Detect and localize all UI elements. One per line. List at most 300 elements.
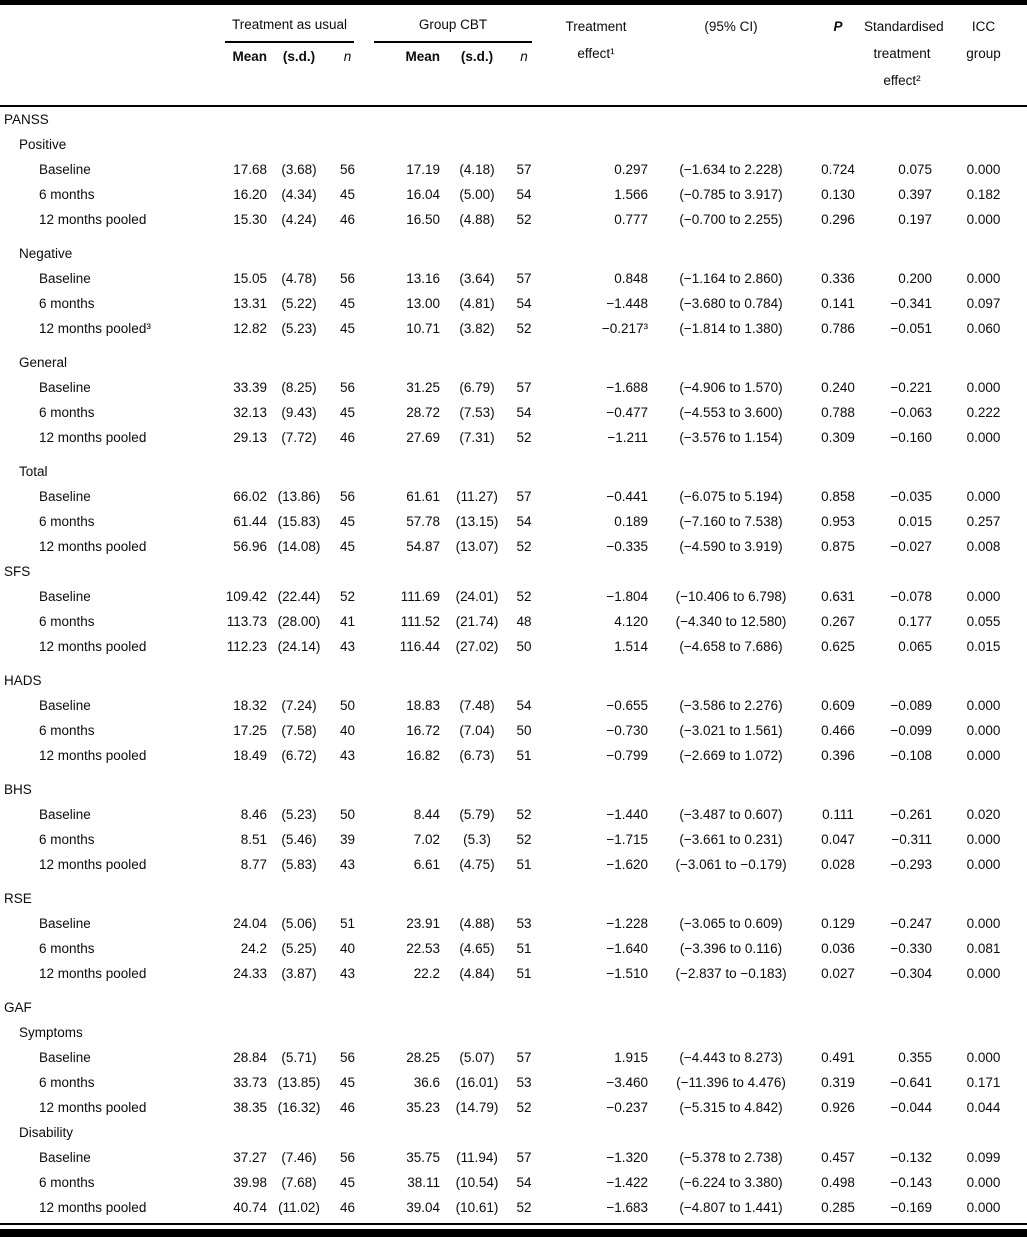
cell-icc: 0.000 <box>966 162 1001 177</box>
table-row-panss <box>0 106 1027 132</box>
cell-cbt-n: 57 <box>516 271 532 286</box>
cell-tau-mean: 15.30 <box>233 212 267 227</box>
cell-tau-n: 43 <box>339 748 356 763</box>
cell-ci: (−6.075 to 5.194) <box>679 489 783 504</box>
cell-ste: −0.304 <box>890 966 933 981</box>
cell-tau-sd: (22.44) <box>277 589 321 604</box>
table-row-12-months-pooled <box>0 634 1027 659</box>
cell-tau-mean: 32.13 <box>233 405 267 420</box>
header-spacer <box>0 5 215 106</box>
cell-tau-mean: 109.42 <box>225 589 267 604</box>
header-treatment-effect-line1: Treatment <box>565 19 627 34</box>
cell-cbt-n: 51 <box>516 941 532 956</box>
table-row-12-months-pooled <box>0 534 1027 559</box>
header-ste-line1: Standardised <box>864 19 944 34</box>
table-row-baseline <box>0 693 1027 718</box>
cell-cbt-mean: 8.44 <box>413 807 441 822</box>
row-label: PANSS <box>4 112 49 127</box>
cell-effect: 4.120 <box>614 614 649 629</box>
cell-effect: −1.510 <box>606 966 649 981</box>
cell-p: 0.786 <box>821 321 855 336</box>
cell-ci: (−3.021 to 1.561) <box>679 723 783 738</box>
row-label: Baseline <box>39 271 91 286</box>
cell-tau-mean: 33.73 <box>233 1075 267 1090</box>
cell-icc: 0.000 <box>966 966 1001 981</box>
cell-icc: 0.055 <box>966 614 1001 629</box>
cell-tau-n: 43 <box>339 966 356 981</box>
table-row-6-months <box>0 182 1027 207</box>
table-row-12-months-pooled <box>0 207 1027 232</box>
cell-tau-n: 43 <box>339 639 356 654</box>
row-label: 6 months <box>39 187 95 202</box>
row-label: Baseline <box>39 698 91 713</box>
cell-cbt-n: 54 <box>516 514 532 529</box>
row-label: 12 months pooled <box>39 966 147 981</box>
cell-tau-mean: 17.68 <box>233 162 267 177</box>
cell-tau-n: 46 <box>339 1200 356 1215</box>
cell-tau-mean: 37.27 <box>233 1150 267 1165</box>
row-label: Baseline <box>39 162 91 177</box>
cell-tau-mean: 113.73 <box>226 614 267 629</box>
cell-tau-sd: (6.72) <box>281 748 317 763</box>
cell-tau-sd: (16.32) <box>277 1100 321 1115</box>
cell-cbt-mean: 16.82 <box>406 748 441 763</box>
cell-ste: −0.641 <box>890 1075 933 1090</box>
cell-p: 0.111 <box>822 807 854 822</box>
cell-tau-mean: 112.23 <box>226 639 267 654</box>
cell-ci: (−3.661 to 0.231) <box>679 832 783 847</box>
cell-icc: 0.000 <box>966 430 1001 445</box>
cell-p: 0.466 <box>821 723 855 738</box>
table-row-6-months <box>0 291 1027 316</box>
cell-tau-sd: (5.25) <box>281 941 317 956</box>
row-label: 12 months pooled <box>39 430 147 445</box>
cell-ste: −0.169 <box>890 1200 933 1215</box>
cell-p: 0.498 <box>821 1175 855 1190</box>
header-cbt-n: n <box>506 43 542 106</box>
cell-cbt-n: 54 <box>516 698 532 713</box>
cell-effect: −0.217³ <box>601 321 649 336</box>
cell-icc: 0.171 <box>966 1075 1001 1090</box>
table-row-6-months <box>0 827 1027 852</box>
cell-ci: (−1.634 to 2.228) <box>679 162 783 177</box>
row-label: Negative <box>19 246 73 261</box>
cell-ste: −0.108 <box>890 748 933 763</box>
table-row-baseline <box>0 584 1027 609</box>
cell-tau-sd: (7.68) <box>281 1175 317 1190</box>
cell-cbt-mean: 39.04 <box>406 1200 441 1215</box>
cell-ci: (−6.224 to 3.380) <box>679 1175 783 1190</box>
cell-cbt-n: 53 <box>516 1075 532 1090</box>
cell-ci: (−4.658 to 7.686) <box>679 639 783 654</box>
header-treatment-effect <box>542 5 650 106</box>
cell-ci: (−0.700 to 2.255) <box>679 212 783 227</box>
cell-ci: (−1.814 to 1.380) <box>679 321 783 336</box>
row-label: 6 months <box>39 941 95 956</box>
cell-icc: 0.008 <box>966 539 1001 554</box>
row-label: Baseline <box>39 380 91 395</box>
cell-ste: −0.293 <box>890 857 933 872</box>
cell-cbt-mean: 116.44 <box>399 639 441 654</box>
cell-ste: −0.143 <box>890 1175 933 1190</box>
cell-cbt-sd: (4.84) <box>459 966 495 981</box>
cell-tau-sd: (4.34) <box>281 187 317 202</box>
cell-tau-sd: (7.24) <box>281 698 317 713</box>
cell-p: 0.028 <box>821 857 855 872</box>
cell-effect: −1.688 <box>606 380 649 395</box>
cell-tau-sd: (13.85) <box>277 1075 321 1090</box>
cell-ste: −0.341 <box>890 296 933 311</box>
cell-ci: (−3.396 to 0.116) <box>679 941 783 956</box>
cell-ci: (−11.396 to 4.476) <box>676 1075 786 1090</box>
cell-icc: 0.000 <box>966 857 1001 872</box>
cell-tau-n: 39 <box>339 832 356 847</box>
cell-icc: 0.000 <box>966 748 1001 763</box>
header-icc-group <box>940 5 1027 106</box>
cell-ci: (−4.906 to 1.570) <box>679 380 783 395</box>
cell-tau-n: 52 <box>339 589 356 604</box>
cell-tau-sd: (13.86) <box>277 489 321 504</box>
cell-cbt-mean: 57.78 <box>406 514 441 529</box>
cell-effect: −1.620 <box>606 857 649 872</box>
cell-cbt-n: 57 <box>516 1050 532 1065</box>
cell-ci: (−3.061 to −0.179) <box>675 857 787 872</box>
cell-cbt-n: 52 <box>516 430 532 445</box>
cell-tau-sd: (14.08) <box>277 539 321 554</box>
cell-tau-n: 50 <box>339 807 356 822</box>
cell-tau-mean: 33.39 <box>233 380 267 395</box>
cell-tau-mean: 38.35 <box>233 1100 267 1115</box>
cell-p: 0.047 <box>821 832 855 847</box>
cell-effect: −0.655 <box>606 698 649 713</box>
row-label: 6 months <box>39 405 95 420</box>
cell-ste: 0.197 <box>898 212 933 227</box>
cell-tau-sd: (3.68) <box>281 162 317 177</box>
cell-tau-sd: (5.22) <box>281 296 317 311</box>
row-label: 12 months pooled <box>39 857 147 872</box>
cell-cbt-sd: (6.73) <box>459 748 495 763</box>
cell-cbt-mean: 61.61 <box>406 489 441 504</box>
cell-cbt-mean: 35.23 <box>406 1100 441 1115</box>
table-row-bhs <box>0 768 1027 802</box>
row-label: 12 months pooled <box>39 539 147 554</box>
cell-tau-n: 46 <box>339 212 356 227</box>
cell-cbt-mean: 16.04 <box>406 187 441 202</box>
cell-ste: −0.099 <box>890 723 933 738</box>
table-row-6-months <box>0 609 1027 634</box>
cell-cbt-mean: 31.25 <box>406 380 441 395</box>
cell-icc: 0.060 <box>966 321 1001 336</box>
cell-p: 0.296 <box>821 212 855 227</box>
cell-ci: (−1.164 to 2.860) <box>679 271 783 286</box>
header-tau-sd: (s.d.) <box>267 43 331 106</box>
row-label: Baseline <box>39 489 91 504</box>
cell-effect: −0.335 <box>606 539 649 554</box>
cell-cbt-n: 52 <box>516 1100 532 1115</box>
cell-icc: 0.000 <box>966 271 1001 286</box>
table-row-6-months <box>0 1170 1027 1195</box>
cell-tau-n: 50 <box>339 698 356 713</box>
row-label: General <box>19 355 68 370</box>
table-bottom-thin-border <box>0 1223 1027 1225</box>
cell-tau-mean: 8.77 <box>240 857 267 872</box>
cell-p: 0.788 <box>821 405 855 420</box>
cell-tau-mean: 18.49 <box>233 748 267 763</box>
cell-cbt-sd: (13.07) <box>455 539 499 554</box>
cell-cbt-n: 51 <box>516 748 532 763</box>
cell-tau-n: 56 <box>339 162 356 177</box>
cell-icc: 0.222 <box>966 405 1001 420</box>
cell-cbt-sd: (10.61) <box>455 1200 499 1215</box>
row-label: 12 months pooled <box>39 212 147 227</box>
cell-tau-n: 46 <box>339 1100 356 1115</box>
table-bottom-thick-border <box>0 1229 1027 1237</box>
cell-cbt-sd: (5.3) <box>463 832 491 847</box>
row-label: Total <box>19 464 48 479</box>
table-row-baseline <box>0 157 1027 182</box>
cell-cbt-sd: (14.79) <box>455 1100 499 1115</box>
cell-cbt-mean: 13.16 <box>406 271 441 286</box>
cell-tau-mean: 61.44 <box>233 514 267 529</box>
cell-p: 0.141 <box>821 296 855 311</box>
row-label: SFS <box>4 564 31 579</box>
table-row-baseline <box>0 484 1027 509</box>
row-label: 6 months <box>39 614 95 629</box>
cell-tau-n: 51 <box>339 916 356 931</box>
header-row-groups <box>0 5 1027 43</box>
cell-icc: 0.000 <box>966 489 1001 504</box>
cell-cbt-mean: 23.91 <box>406 916 441 931</box>
header-cbt-sd: (s.d.) <box>448 43 506 106</box>
table-row-12-months-pooled <box>0 852 1027 877</box>
cell-cbt-mean: 6.61 <box>413 857 441 872</box>
cell-cbt-n: 52 <box>516 321 532 336</box>
header-ste-line3: effect² <box>883 73 921 88</box>
cell-effect: −1.448 <box>606 296 649 311</box>
cell-tau-sd: (11.02) <box>278 1200 320 1215</box>
cell-icc: 0.081 <box>966 941 1001 956</box>
cell-tau-sd: (7.46) <box>281 1150 317 1165</box>
table-row-12-months-pooled <box>0 1095 1027 1120</box>
cell-cbt-n: 48 <box>516 614 532 629</box>
table-row-general <box>0 341 1027 375</box>
cell-cbt-sd: (7.53) <box>459 405 495 420</box>
row-label: 6 months <box>39 1175 95 1190</box>
row-label: 6 months <box>39 1075 95 1090</box>
cell-cbt-mean: 22.53 <box>406 941 441 956</box>
header-ste-line2: treatment <box>873 46 931 61</box>
cell-p: 0.129 <box>821 916 855 931</box>
cell-effect: −3.460 <box>606 1075 649 1090</box>
cell-icc: 0.000 <box>966 1175 1001 1190</box>
cell-cbt-sd: (7.31) <box>459 430 495 445</box>
cell-effect: −1.683 <box>606 1200 649 1215</box>
cell-tau-n: 45 <box>339 539 356 554</box>
cell-cbt-mean: 38.11 <box>407 1175 441 1190</box>
header-icc-line1: ICC <box>971 19 996 34</box>
cell-tau-mean: 18.32 <box>233 698 267 713</box>
cell-ste: 0.075 <box>898 162 933 177</box>
cell-tau-mean: 24.2 <box>240 941 267 956</box>
cell-ci: (−3.586 to 2.276) <box>679 698 783 713</box>
cell-ci: (−3.576 to 1.154) <box>679 430 783 445</box>
cell-tau-sd: (24.14) <box>277 639 321 654</box>
cell-cbt-mean: 7.02 <box>413 832 441 847</box>
row-label: Baseline <box>39 916 91 931</box>
cell-tau-mean: 8.46 <box>240 807 267 822</box>
cell-ste: 0.065 <box>898 639 933 654</box>
cell-tau-n: 56 <box>339 380 356 395</box>
cell-tau-n: 45 <box>339 321 356 336</box>
cell-tau-mean: 24.04 <box>233 916 267 931</box>
cell-tau-sd: (4.24) <box>281 212 317 227</box>
row-label: 12 months pooled <box>39 1200 147 1215</box>
cell-tau-n: 45 <box>339 296 356 311</box>
cell-ste: 0.200 <box>898 271 933 286</box>
cell-ci: (−4.340 to 12.580) <box>675 614 787 629</box>
cell-tau-sd: (7.58) <box>281 723 317 738</box>
cell-cbt-n: 52 <box>516 539 532 554</box>
cell-tau-mean: 24.33 <box>233 966 267 981</box>
table-row-12-months-pooled <box>0 425 1027 450</box>
cell-cbt-n: 52 <box>516 589 532 604</box>
cell-effect: −1.804 <box>606 589 649 604</box>
header-cbt-mean: Mean <box>364 43 448 106</box>
cell-cbt-mean: 16.72 <box>406 723 441 738</box>
cell-cbt-sd: (11.27) <box>456 489 498 504</box>
cell-cbt-sd: (4.65) <box>459 941 495 956</box>
cell-tau-sd: (5.23) <box>281 321 317 336</box>
cell-ste: −0.221 <box>890 380 933 395</box>
cell-tau-sd: (3.87) <box>281 966 317 981</box>
cell-ste: 0.355 <box>898 1050 933 1065</box>
cell-effect: −0.799 <box>606 748 649 763</box>
header-treatment-effect-line2: effect¹ <box>577 46 615 61</box>
cell-tau-mean: 40.74 <box>233 1200 267 1215</box>
cell-p: 0.309 <box>821 430 855 445</box>
cell-cbt-sd: (13.15) <box>455 514 499 529</box>
cell-ci: (−4.590 to 3.919) <box>679 539 783 554</box>
table-row-hads <box>0 659 1027 693</box>
cell-cbt-mean: 18.83 <box>406 698 441 713</box>
row-label: Symptoms <box>19 1025 83 1040</box>
cell-ste: −0.311 <box>891 832 933 847</box>
cell-cbt-n: 50 <box>516 723 532 738</box>
cell-cbt-n: 51 <box>516 857 532 872</box>
cell-tau-mean: 66.02 <box>233 489 267 504</box>
header-group-cbt-label: Group CBT <box>374 13 532 43</box>
cell-ste: −0.247 <box>890 916 933 931</box>
table-row-12-months-pooled- <box>0 316 1027 341</box>
cell-ste: −0.160 <box>890 430 933 445</box>
cell-cbt-mean: 111.69 <box>400 589 441 604</box>
cell-cbt-sd: (5.07) <box>459 1050 495 1065</box>
cell-cbt-n: 57 <box>516 1150 532 1165</box>
cell-cbt-mean: 28.72 <box>406 405 441 420</box>
cell-effect: −0.730 <box>606 723 649 738</box>
cell-effect: −0.237 <box>606 1100 649 1115</box>
cell-p: 0.875 <box>821 539 855 554</box>
cell-tau-n: 56 <box>339 271 356 286</box>
cell-cbt-sd: (4.88) <box>459 212 495 227</box>
cell-cbt-mean: 35.75 <box>406 1150 441 1165</box>
cell-tau-sd: (5.71) <box>281 1050 317 1065</box>
cell-p: 0.926 <box>821 1100 855 1115</box>
table-row-6-months <box>0 718 1027 743</box>
cell-effect: 1.514 <box>614 639 649 654</box>
row-label: 12 months pooled <box>39 639 147 654</box>
cell-ci: (−7.160 to 7.538) <box>679 514 783 529</box>
cell-tau-sd: (5.06) <box>281 916 317 931</box>
cell-p: 0.267 <box>821 614 855 629</box>
cell-cbt-sd: (4.81) <box>459 296 495 311</box>
cell-cbt-sd: (21.74) <box>455 614 499 629</box>
header-treatment-as-usual-label: Treatment as usual <box>225 13 354 43</box>
cell-p: 0.027 <box>821 966 855 981</box>
cell-ste: −0.027 <box>890 539 933 554</box>
row-label: HADS <box>4 673 42 688</box>
table-row-6-months <box>0 509 1027 534</box>
cell-ci: (−5.378 to 2.738) <box>679 1150 783 1165</box>
cell-effect: −1.640 <box>606 941 649 956</box>
cell-tau-n: 43 <box>339 857 356 872</box>
cell-tau-sd: (28.00) <box>277 614 321 629</box>
cell-ci: (−3.065 to 0.609) <box>679 916 783 931</box>
cell-effect: −1.715 <box>606 832 649 847</box>
table-row-disability <box>0 1120 1027 1145</box>
cell-ste: −0.044 <box>890 1100 933 1115</box>
cell-tau-n: 41 <box>339 614 356 629</box>
cell-cbt-sd: (16.01) <box>455 1075 499 1090</box>
cell-ste: −0.035 <box>890 489 933 504</box>
cell-effect: −1.211 <box>607 430 649 445</box>
cell-cbt-mean: 17.19 <box>406 162 441 177</box>
cell-cbt-n: 52 <box>516 832 532 847</box>
cell-tau-sd: (15.83) <box>277 514 321 529</box>
cell-tau-sd: (4.78) <box>281 271 317 286</box>
cell-tau-mean: 12.82 <box>233 321 267 336</box>
cell-ci: (−10.406 to 6.798) <box>675 589 787 604</box>
cell-p: 0.285 <box>821 1200 855 1215</box>
cell-tau-mean: 29.13 <box>233 430 267 445</box>
cell-cbt-sd: (11.94) <box>456 1150 498 1165</box>
cell-icc: 0.000 <box>966 212 1001 227</box>
cell-cbt-n: 51 <box>516 966 532 981</box>
cell-ste: −0.063 <box>890 405 933 420</box>
cell-effect: 1.915 <box>614 1050 649 1065</box>
cell-cbt-n: 57 <box>516 489 532 504</box>
cell-ci: (−0.785 to 3.917) <box>679 187 783 202</box>
cell-effect: −1.440 <box>606 807 649 822</box>
cell-tau-n: 56 <box>339 1050 356 1065</box>
cell-cbt-mean: 16.50 <box>406 212 441 227</box>
results-table <box>0 5 1027 1220</box>
cell-cbt-sd: (5.79) <box>459 807 495 822</box>
cell-cbt-sd: (27.02) <box>455 639 499 654</box>
cell-ci: (−2.837 to −0.183) <box>675 966 787 981</box>
cell-cbt-sd: (7.04) <box>459 723 495 738</box>
cell-tau-mean: 15.05 <box>233 271 267 286</box>
cell-ste: 0.177 <box>898 614 933 629</box>
cell-tau-n: 56 <box>339 489 356 504</box>
cell-cbt-mean: 27.69 <box>406 430 441 445</box>
cell-p: 0.609 <box>821 698 855 713</box>
cell-p: 0.336 <box>821 271 855 286</box>
cell-effect: −1.320 <box>606 1150 649 1165</box>
row-label: Baseline <box>39 1150 91 1165</box>
cell-effect: 0.848 <box>614 271 649 286</box>
table-row-baseline <box>0 375 1027 400</box>
